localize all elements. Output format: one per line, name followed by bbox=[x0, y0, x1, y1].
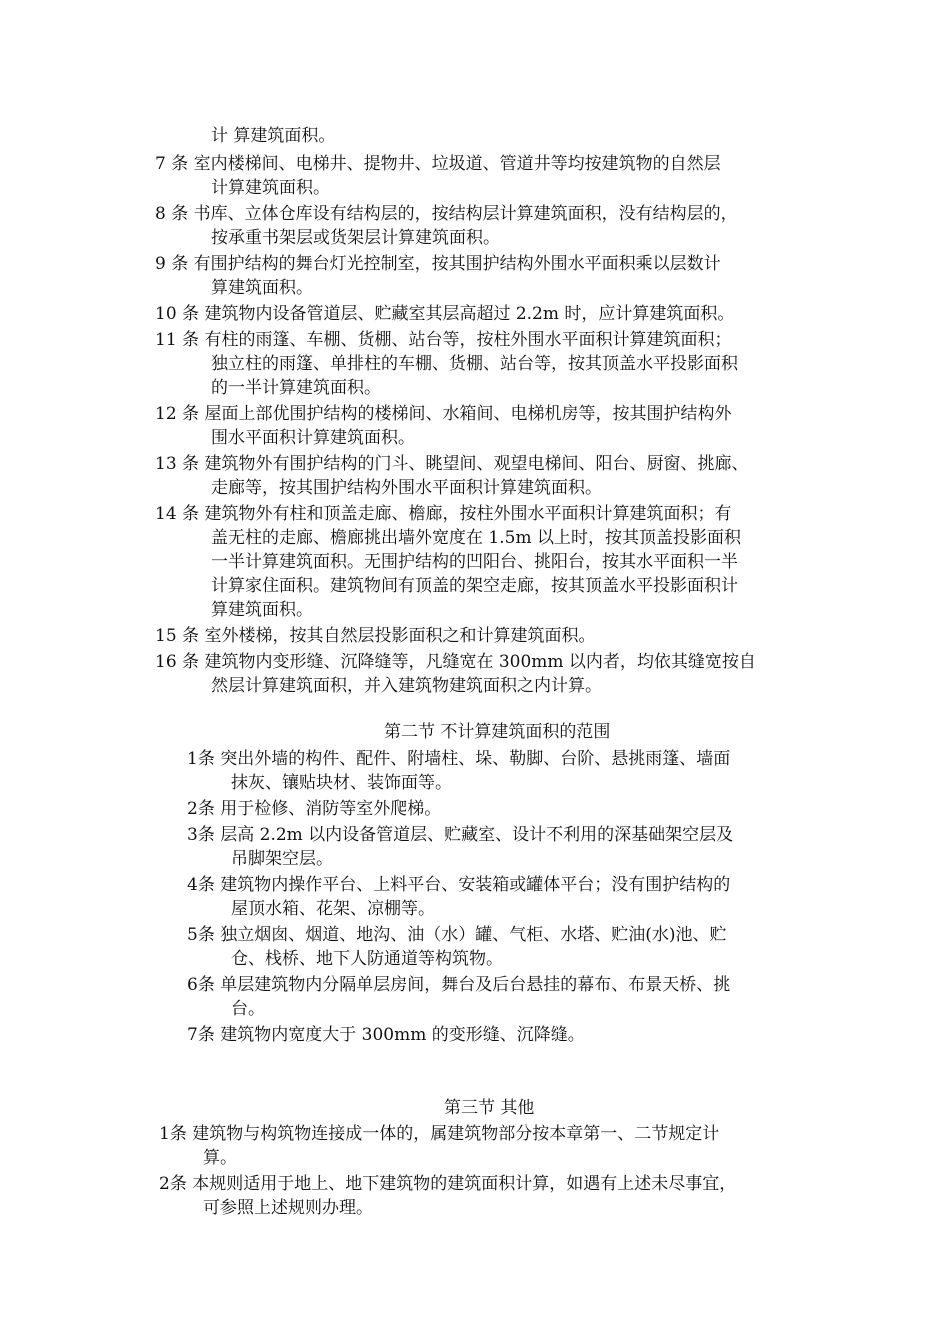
clause-continuation-line: 仓、栈桥、地下人防通道等构筑物。 bbox=[231, 949, 503, 969]
clause-continuation-line: 的一半计算建筑面积。 bbox=[211, 378, 381, 398]
clause-continuation-line: 围水平面积计算建筑面积。 bbox=[211, 428, 415, 448]
clause-line: 16 条 建筑物内变形缝、沉降缝等，凡缝宽在 300mm 以内者，均依其缝宽按自 bbox=[155, 652, 756, 672]
clause-continuation-line: 独立柱的雨篷、单排柱的车棚、货棚、站台等，按其顶盖水平投影面积 bbox=[211, 354, 738, 374]
clause-continuation-line: 然层计算建筑面积，并入建筑物建筑面积之内计算。 bbox=[211, 676, 602, 696]
clause-line: 12 条 屋面上部优围护结构的楼梯间、水箱间、电梯机房等，按其围护结构外 bbox=[155, 404, 732, 424]
clause-line: 5条 独立烟囱、烟道、地沟、油（水）罐、气柜、水塔、贮油(水)池、贮 bbox=[187, 925, 727, 945]
clause-continuation-line: 按承重书架层或货架层计算建筑面积。 bbox=[211, 228, 500, 248]
clause-line: 8 条 书库、立体仓库设有结构层的，按结构层计算建筑面积，没有结构层的， bbox=[155, 204, 738, 224]
clause-continuation-line: 屋顶水箱、花架、凉棚等。 bbox=[231, 899, 435, 919]
clause-line: 10 条 建筑物内设备管道层、贮藏室其层高超过 2.2m 时，应计算建筑面积。 bbox=[155, 304, 735, 324]
clause-line: 2条 本规则适用于地上、地下建筑物的建筑面积计算，如遇有上述未尽事宜， bbox=[159, 1174, 737, 1194]
clause-continuation-line: 算建筑面积。 bbox=[211, 600, 313, 620]
clause-line: 9 条 有围护结构的舞台灯光控制室，按其围护结构外围水平面积乘以层数计 bbox=[155, 254, 721, 274]
clause-line: 3条 层高 2.2m 以内设备管道层、贮藏室、设计不利用的深基础架空层及 bbox=[187, 825, 734, 845]
clause-line: 7条 建筑物内宽度大于 300mm 的变形缝、沉降缝。 bbox=[187, 1025, 585, 1045]
clause-continuation-line: 计算家住面积。建筑物间有顶盖的架空走廊，按其顶盖水平投影面积计 bbox=[211, 576, 738, 596]
clause-line: 13 条 建筑物外有围护结构的门斗、眺望间、观望电梯间、阳台、厨窗、挑廊、 bbox=[155, 454, 749, 474]
clause-line: 6条 单层建筑物内分隔单层房间，舞台及后台悬挂的幕布、布景天桥、挑 bbox=[187, 975, 731, 995]
clause-continuation-line: 吊脚架空层。 bbox=[231, 849, 333, 869]
clause-continuation-line: 走廊等，按其围护结构外围水平面积计算建筑面积。 bbox=[211, 478, 602, 498]
clause-continuation-line: 台。 bbox=[231, 999, 265, 1019]
clause-continuation-line: 可参照上述规则办理。 bbox=[203, 1198, 373, 1218]
clause-line: 7 条 室内楼梯间、电梯井、提物井、垃圾道、管道井等均按建筑物的自然层 bbox=[155, 154, 721, 174]
clause-line: 1条 建筑物与构筑物连接成一体的，属建筑物部分按本章第一、二节规定计 bbox=[159, 1124, 720, 1144]
clause-line: 2条 用于检修、消防等室外爬梯。 bbox=[187, 799, 442, 819]
clause-continuation-line: 算建筑面积。 bbox=[211, 278, 313, 298]
continuation-line: 计 算建筑面积。 bbox=[211, 126, 336, 146]
section-3-title: 第三节 其他 bbox=[444, 1098, 535, 1118]
clause-line: 14 条 建筑物外有柱和顶盖走廊、檐廊，按柱外围水平面积计算建筑面积；有 bbox=[155, 504, 732, 524]
section-2-title: 第二节 不计算建筑面积的范围 bbox=[384, 722, 611, 742]
clause-continuation-line: 一半计算建筑面积。无围护结构的凹阳台、挑阳台，按其水平面积一半 bbox=[211, 552, 738, 572]
clause-line: 4条 建筑物内操作平台、上料平台、安装箱或罐体平台；没有围护结构的 bbox=[187, 875, 731, 895]
clause-line: 15 条 室外楼梯，按其自然层投影面积之和计算建筑面积。 bbox=[155, 626, 596, 646]
clause-line: 1条 突出外墙的构件、配件、附墙柱、垛、勒脚、台阶、悬挑雨篷、墙面 bbox=[187, 749, 731, 769]
clause-continuation-line: 盖无柱的走廊、檐廊挑出墙外宽度在 1.5m 以上时，按其顶盖投影面积 bbox=[211, 528, 741, 548]
clause-continuation-line: 抹灰、镶贴块材、装饰面等。 bbox=[231, 773, 452, 793]
clause-continuation-line: 算。 bbox=[203, 1148, 237, 1168]
clause-continuation-line: 计算建筑面积。 bbox=[211, 178, 330, 198]
clause-line: 11 条 有柱的雨篷、车棚、货棚、站台等，按柱外围水平面积计算建筑面积； bbox=[155, 330, 732, 350]
